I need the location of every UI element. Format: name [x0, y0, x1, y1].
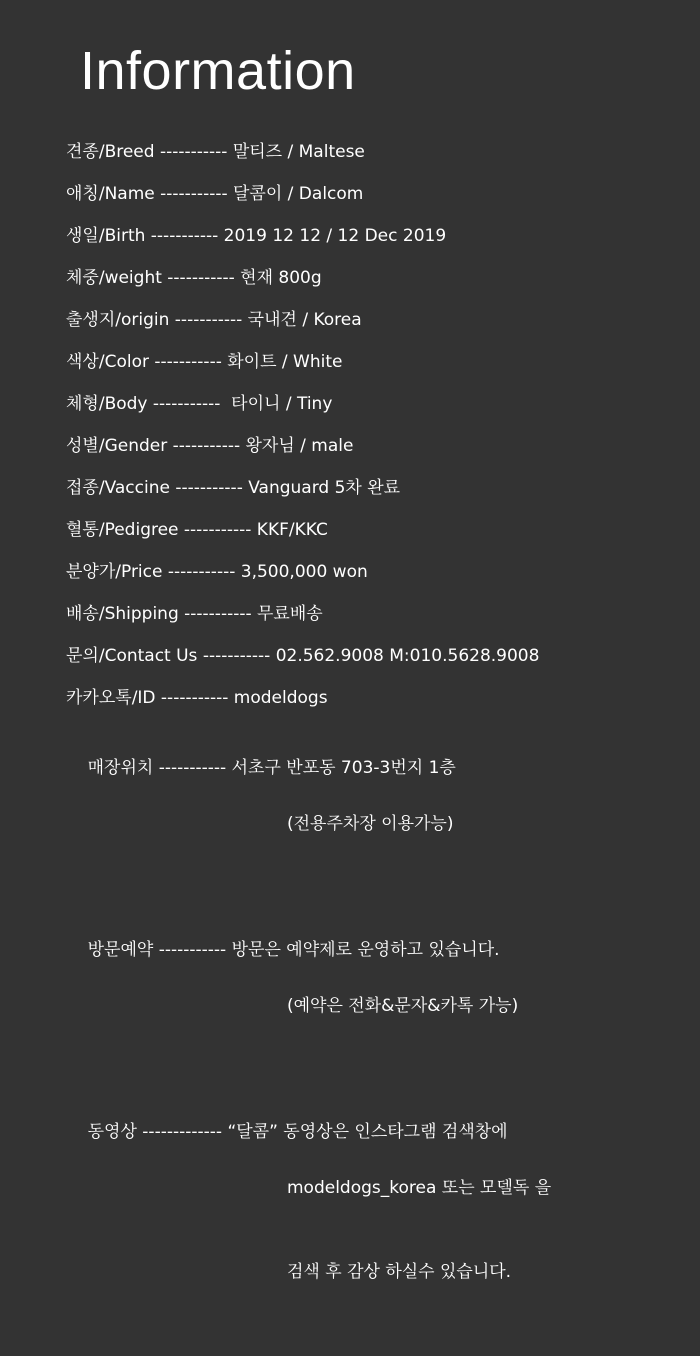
info-row-location — [66, 726, 686, 894]
info-row-birth: 생일/Birth ----------- 2019 12 12 / 12 Dec 2019 — [66, 226, 447, 246]
info-row-origin: 출생지/origin ----------- 국내견 / Korea — [66, 310, 362, 330]
info-row-pedigree: 혈통/Pedigree ----------- KKF/KKC — [66, 520, 328, 540]
info-row-name: 애칭/Name ----------- 달콤이 / Dalcom — [66, 184, 364, 204]
info-row-video — [66, 1090, 686, 1342]
info-list — [66, 138, 686, 1356]
location-line-2: (전용주차장 이용가능) — [287, 814, 454, 834]
info-row-breed: 견종/Breed ----------- 말티즈 / Maltese — [66, 142, 365, 162]
page-title: Information — [80, 41, 356, 101]
location-line-1: 매장위치 ----------- 서초구 반포동 703-3번지 1층 — [87, 758, 456, 778]
info-row-body: 체형/Body ----------- 타이니 / Tiny — [66, 394, 333, 414]
video-line-1: 동영상 ------------- “달콤” 동영상은 인스타그램 검색창에 — [87, 1122, 508, 1142]
info-row-price: 분양가/Price ----------- 3,500,000 won — [66, 562, 368, 582]
info-row-vaccine: 접종/Vaccine ----------- Vanguard 5차 완료 — [66, 478, 401, 498]
visit-line-2: (예약은 전화&문자&카톡 가능) — [287, 996, 519, 1016]
info-row-contact: 문의/Contact Us ----------- 02.562.9008 M:010.5628.9008 — [66, 646, 540, 666]
info-row-kakao-id: 카카오톡/ID ----------- modeldogs — [66, 688, 328, 708]
video-line-2: modeldogs_korea 또는 모델독 을 — [287, 1178, 552, 1198]
video-line-3: 검색 후 감상 하실수 있습니다. — [287, 1262, 512, 1282]
info-row-shipping: 배송/Shipping ----------- 무료배송 — [66, 604, 323, 624]
visit-line-1: 방문예약 ----------- 방문은 예약제로 운영하고 있습니다. — [87, 940, 500, 960]
info-row-gender: 성별/Gender ----------- 왕자님 / male — [66, 436, 354, 456]
info-row-weight: 체중/weight ----------- 현재 800g — [66, 268, 322, 288]
info-row-color: 색상/Color ----------- 화이트 / White — [66, 352, 343, 372]
info-row-visit — [66, 908, 686, 1076]
